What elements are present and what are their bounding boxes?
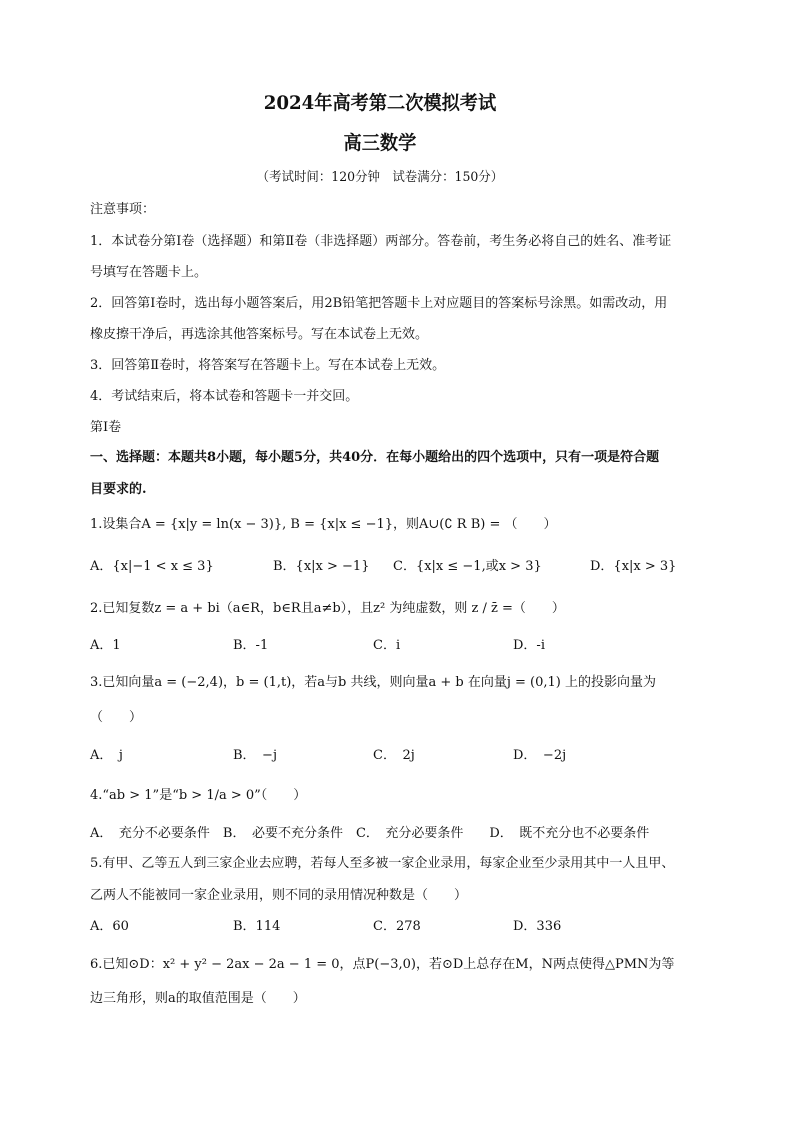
q3-option-b: B． −j	[233, 748, 277, 763]
q5-option-a: A．60	[90, 919, 129, 934]
exam-subject: 高三数学	[343, 132, 417, 154]
q6-stem-line-1: 6.已知⊙D：x² + y² − 2ax − 2a − 1 = 0，点P(−3,0)，若⊙D上总存在M，N两点使得△PMN为等	[90, 957, 675, 972]
q3-option-a: A． j	[90, 748, 123, 763]
q5-option-d: D．336	[513, 919, 562, 934]
q2-option-a: A．1	[90, 638, 121, 653]
q5-stem-line-1: 5.有甲、乙等五人到三家企业去应聘，若每人至多被一家企业录用，每家企业至少录用其中一人且甲、	[90, 856, 675, 871]
q1-option-a: A．{x|−1 < x ≤ 3}	[90, 559, 214, 574]
q4-options: A． 充分不必要条件 B． 必要不充分条件 C． 充分必要条件 D． 既不充分也不必要条件	[90, 826, 650, 841]
notes-heading: 注意事项：	[90, 202, 156, 217]
note-2-line-2: 橡皮擦干净后，再选涂其他答案标号。写在本试卷上无效。	[90, 327, 429, 342]
q5-stem-line-2: 乙两人不能被同一家企业录用，则不同的录用情况种数是（ ）	[90, 888, 468, 903]
q2-option-d: D．-i	[513, 638, 545, 653]
q1-option-d: D．{x|x > 3}	[590, 559, 677, 574]
q3-stem-line-2: （ ）	[90, 710, 143, 725]
note-3: 3．回答第Ⅱ卷时，将答案写在答题卡上。写在本试卷上无效。	[90, 358, 446, 373]
q1-stem: 1.设集合A = {x|y = ln(x − 3)}, B = {x|x ≤ −1}，则A∪(∁ R B) = （ ）	[90, 517, 557, 532]
q1-option-c: C．{x|x ≤ −1,或x > 3}	[393, 559, 542, 574]
q4-stem: 4.“ab > 1”是“b > 1/a > 0”（ ）	[90, 788, 307, 803]
part-one-label: 第Ⅰ卷	[90, 420, 122, 435]
q3-option-c: C． 2j	[373, 748, 415, 763]
note-4: 4．考试结束后，将本试卷和答题卡一并交回。	[90, 389, 359, 404]
exam-time-note: （考试时间：120分钟 试卷满分：150分）	[256, 170, 504, 185]
q3-option-d: D． −2j	[513, 748, 567, 763]
q5-option-b: B．114	[233, 919, 281, 934]
q1-option-b: B．{x|x > −1}	[273, 559, 370, 574]
q3-stem-line-1: 3.已知向量a = (−2,4)，b = (1,t)，若a与b 共线，则向量a + b 在向量j = (0,1) 上的投影向量为	[90, 675, 656, 690]
q6-stem-line-2: 边三角形，则a的取值范围是（ ）	[90, 991, 306, 1006]
section-heading-line-1: 一、选择题：本题共8小题，每小题5分，共40分．在每小题给出的四个选项中，只有一项是符合题	[90, 450, 660, 465]
q5-option-c: C．278	[373, 919, 421, 934]
q2-option-c: C．i	[373, 638, 401, 653]
q2-stem: 2.已知复数z = a + bi（a∈R，b∈R且a≠b），且z² 为纯虚数，则 z / z̄ =（ ）	[90, 601, 565, 616]
note-2-line-1: 2．回答第Ⅰ卷时，选出每小题答案后，用2B铅笔把答题卡上对应题目的答案标号涂黑。如需改动，用	[90, 296, 668, 311]
section-heading-line-2: 目要求的.	[90, 482, 147, 497]
note-1-line-2: 号填写在答题卡上。	[90, 265, 208, 280]
note-1-line-1: 1．本试卷分第Ⅰ卷（选择题）和第Ⅱ卷（非选择题）两部分。答卷前，考生务必将自己的姓名、准考证	[90, 234, 672, 249]
q2-option-b: B．-1	[233, 638, 269, 653]
exam-title: 2024年高考第二次模拟考试	[263, 92, 497, 114]
